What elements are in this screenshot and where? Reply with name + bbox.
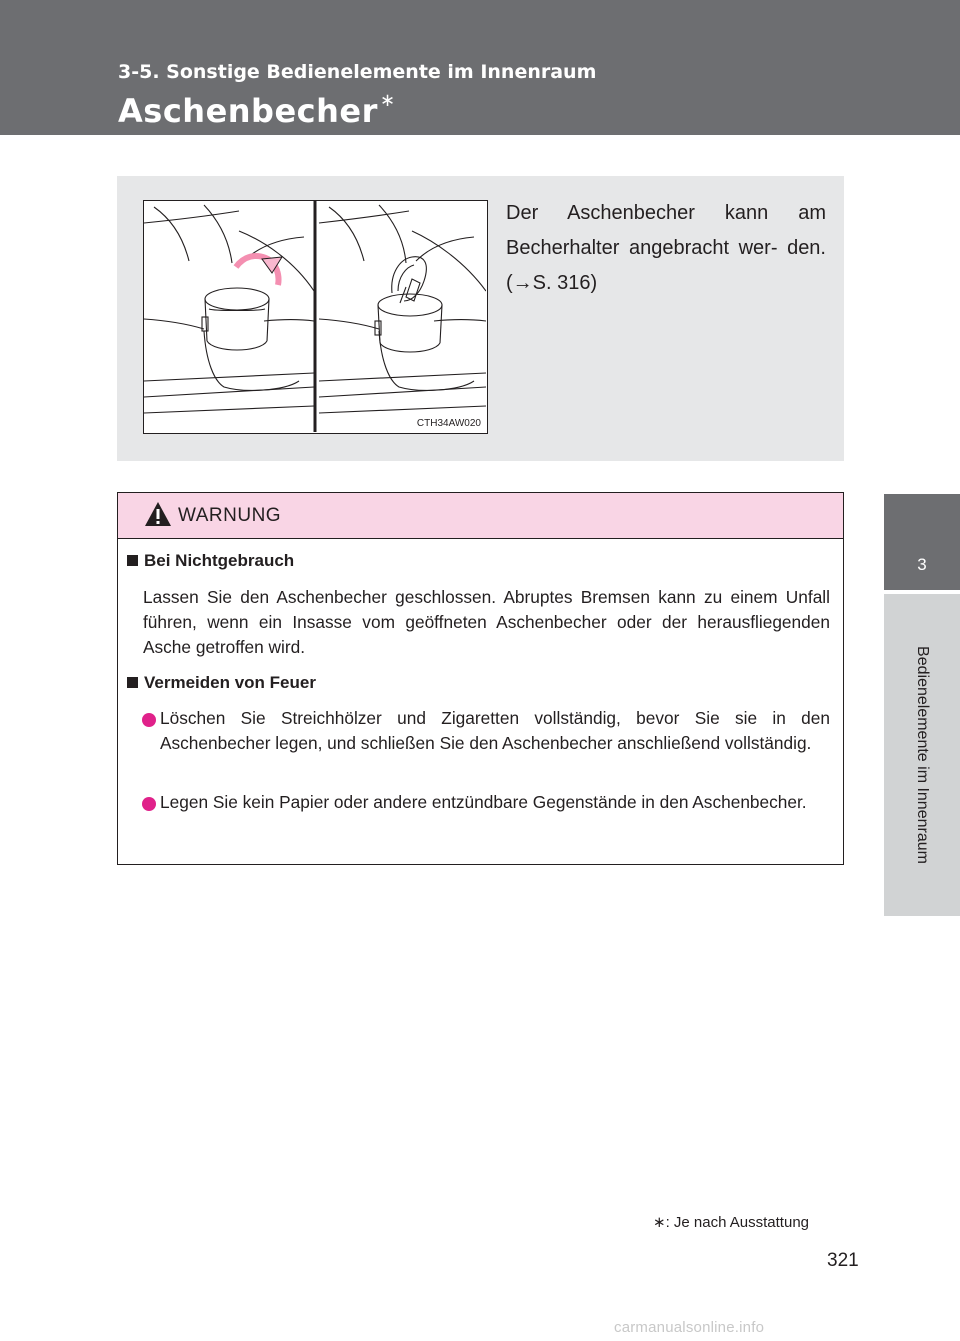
chapter-number-tab — [884, 494, 960, 590]
figure-code: CTH34AW020 — [416, 418, 481, 429]
warning-heading-feuer — [127, 673, 316, 693]
title-asterisk: ∗ — [379, 90, 396, 111]
round-bullet-icon — [142, 797, 156, 811]
section-title: 3-5. Sonstige Bedienelemente im Innenraum — [118, 61, 597, 83]
ashtray-drawing — [144, 201, 486, 432]
chapter-label: Bedienelemente im Innenraum — [914, 646, 931, 864]
figure-description: Der Aschenbecher kann am Becherhalter angebracht wer- den. (→S. 316) — [506, 202, 826, 294]
chapter-tab — [884, 594, 960, 916]
watermark: carmanualsonline.info — [614, 1319, 765, 1336]
ashtray-illustration — [143, 200, 488, 434]
warning-bullet: Löschen Sie Streichhölzer und Zigaretten vollständig, bevor Sie sie in den Aschenbecher legen, und schließen Sie den Aschenbecher anschließend vollständig. — [160, 708, 830, 753]
page-header — [0, 0, 960, 135]
page-number: 321 — [827, 1250, 859, 1271]
page-title-text: Aschenbecher — [118, 92, 378, 130]
figure-box — [117, 176, 844, 461]
warning-title: WARNUNG — [178, 505, 282, 526]
warning-header — [118, 493, 843, 539]
chapter-number: 3 — [917, 555, 927, 574]
heading-text: Vermeiden von Feuer — [144, 673, 316, 692]
warning-heading-nongebrauch — [127, 551, 294, 571]
warning-paragraph: Lassen Sie den Aschenbecher geschlossen. Abruptes Bremsen kann zu einem Unfall führen, wenn ein Insasse vom geöffneten Aschenbecher oder der herausfliegenden Asche getroffen wird. — [143, 587, 830, 657]
warning-box — [117, 492, 844, 865]
footnote: ∗: Je nach Ausstattung — [653, 1214, 809, 1231]
warning-triangle-icon — [144, 501, 172, 527]
page-title — [118, 90, 395, 130]
warning-bullet: Legen Sie kein Papier oder andere entzündbare Gegenstände in den Aschenbecher. — [160, 792, 807, 812]
heading-text: Bei Nichtgebrauch — [144, 551, 295, 570]
square-bullet-icon — [127, 677, 138, 688]
round-bullet-icon — [142, 713, 156, 727]
square-bullet-icon — [127, 555, 138, 566]
